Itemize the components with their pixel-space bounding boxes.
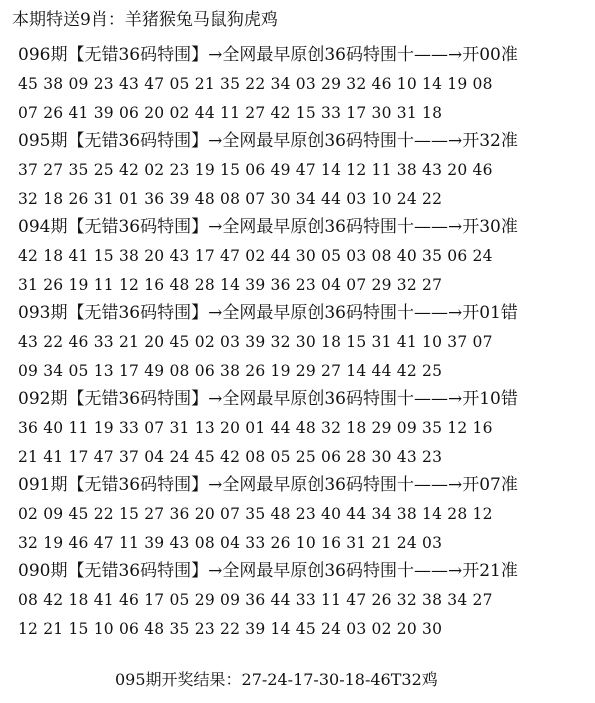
period-title: 095期【无错36码特围】→全网最早原创36码特围十——→开32准: [18, 131, 518, 151]
period-title: 093期【无错36码特围】→全网最早原创36码特围十——→开01错: [18, 303, 518, 323]
number-row: 43 22 46 33 21 20 45 02 03 39 32 30 18 15 31 41 10 37 07: [18, 333, 493, 351]
number-row: 37 27 35 25 42 02 23 19 15 06 49 47 14 12 11 38 43 20 46: [18, 161, 493, 179]
number-row: 08 42 18 41 46 17 05 29 09 36 44 33 11 47 26 32 38 34 27: [18, 591, 493, 609]
draw-result-line: 095期开奖结果：27-24-17-30-18-46T32鸡: [115, 670, 438, 689]
header-special-zodiac: 本期特送9肖：羊猪猴兔马鼠狗虎鸡: [12, 10, 278, 30]
number-row: 12 21 15 10 06 48 35 23 22 39 14 45 24 03 02 20 30: [18, 620, 443, 638]
period-block-095: [18, 128, 588, 214]
period-title: 092期【无错36码特围】→全网最早原创36码特围十——→开10错: [18, 389, 518, 409]
number-row: 31 26 19 11 12 16 48 28 14 39 36 23 04 07 29 32 27: [18, 276, 443, 294]
period-block-094: [18, 214, 588, 300]
number-row: 42 18 41 15 38 20 43 17 47 02 44 30 05 03 08 40 35 06 24: [18, 247, 493, 265]
period-title: 096期【无错36码特围】→全网最早原创36码特围十——→开00准: [18, 45, 518, 65]
number-row: 32 18 26 31 01 36 39 48 08 07 30 34 44 03 10 24 22: [18, 190, 443, 208]
period-title: 091期【无错36码特围】→全网最早原创36码特围十——→开07准: [18, 475, 518, 495]
period-blocks: [18, 42, 588, 644]
number-row: 07 26 41 39 06 20 02 44 11 27 42 15 33 17 30 31 18: [18, 104, 443, 122]
period-block-090: [18, 558, 588, 644]
number-row: 09 34 05 13 17 49 08 06 38 26 19 29 27 14 44 42 25: [18, 362, 443, 380]
period-block-093: [18, 300, 588, 386]
period-block-091: [18, 472, 588, 558]
period-block-092: [18, 386, 588, 472]
number-row: 32 19 46 47 11 39 43 08 04 33 26 10 16 31 21 24 03: [18, 534, 443, 552]
number-row: 36 40 11 19 33 07 31 13 20 01 44 48 32 18 29 09 35 12 16: [18, 419, 493, 437]
number-row: 21 41 17 47 37 04 24 45 42 08 05 25 06 28 30 43 23: [18, 448, 443, 466]
period-title: 094期【无错36码特围】→全网最早原创36码特围十——→开30准: [18, 217, 518, 237]
number-row: 02 09 45 22 15 27 36 20 07 35 48 23 40 44 34 38 14 28 12: [18, 505, 493, 523]
number-row: 45 38 09 23 43 47 05 21 35 22 34 03 29 32 46 10 14 19 08: [18, 75, 493, 93]
period-block-096: [18, 42, 588, 128]
period-title: 090期【无错36码特围】→全网最早原创36码特围十——→开21准: [18, 561, 518, 581]
